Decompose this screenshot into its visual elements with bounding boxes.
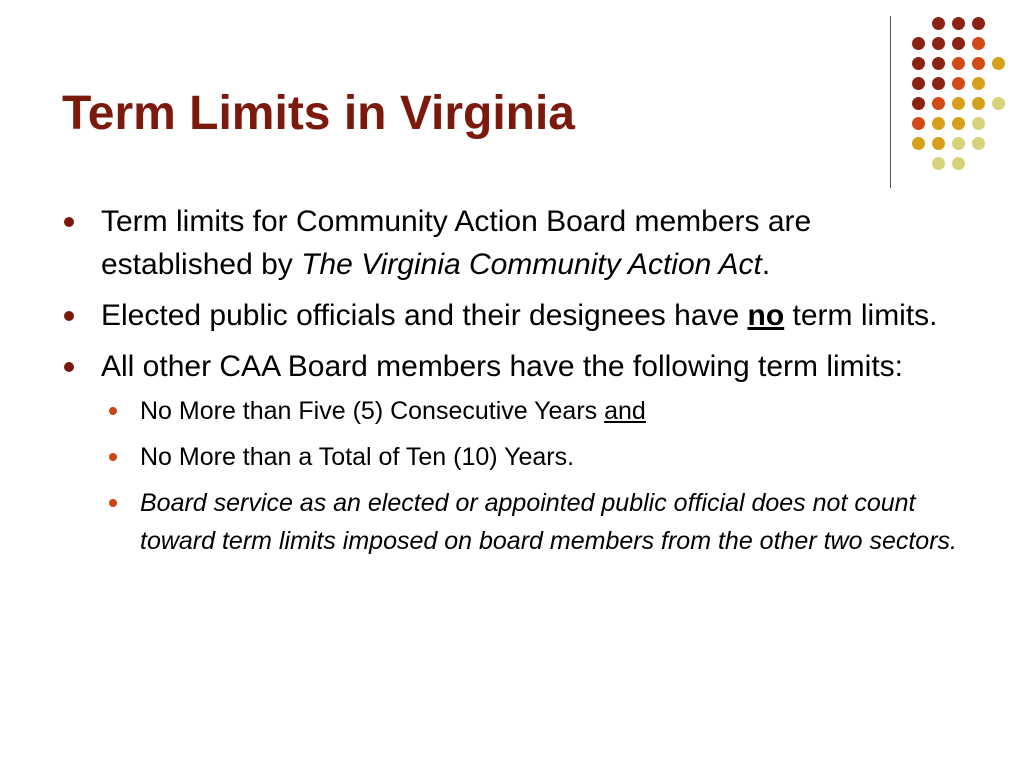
decorative-dot-grid xyxy=(0,0,1024,200)
decorative-dot xyxy=(932,97,945,110)
decorative-dot xyxy=(932,37,945,50)
sub-bullet-text: No More than Five (5) Consecutive Years xyxy=(140,397,605,425)
decorative-dot xyxy=(932,117,945,130)
sub-list-item xyxy=(101,438,968,476)
sub-bullet-icon xyxy=(109,499,117,507)
bullet-text: All other CAA Board members have the following term limits: xyxy=(101,350,903,383)
sub-list-item xyxy=(101,484,968,560)
sub-bullet-text-italic: Board service as an elected or appointed public official does not count toward term limits imposed on board members from the other two sectors. xyxy=(140,489,957,555)
decorative-dot xyxy=(912,57,925,70)
decorative-dot xyxy=(932,157,945,170)
decorative-dot xyxy=(912,37,925,50)
decorative-dot xyxy=(952,37,965,50)
sub-bullet-icon xyxy=(109,407,117,415)
decorative-dot xyxy=(912,137,925,150)
bullet-icon xyxy=(64,311,74,321)
decorative-dot xyxy=(952,57,965,70)
bullet-icon xyxy=(64,362,74,372)
list-item xyxy=(58,200,968,286)
decorative-dot xyxy=(972,77,985,90)
list-item xyxy=(58,294,968,337)
decorative-dot xyxy=(932,77,945,90)
act-name: The Virginia Community Action Act xyxy=(301,248,762,281)
list-item xyxy=(58,345,968,560)
decorative-dot xyxy=(952,157,965,170)
bullet-icon xyxy=(64,217,74,227)
bullet-text: Term limits for Community Action Board members are established by xyxy=(101,205,812,281)
emphasis-no: no xyxy=(747,299,785,332)
decorative-dot xyxy=(912,77,925,90)
bullet-list xyxy=(58,200,968,568)
decorative-dot xyxy=(932,57,945,70)
bullet-text-end: . xyxy=(761,248,771,281)
sub-list-item xyxy=(101,392,968,430)
decorative-dot xyxy=(972,57,985,70)
sub-bullet-text: No More than a Total of Ten (10) Years. xyxy=(140,443,575,471)
decorative-dot xyxy=(972,97,985,110)
decorative-dot xyxy=(952,77,965,90)
decorative-dot xyxy=(912,97,925,110)
underlined-and: and xyxy=(604,397,646,425)
decorative-dot xyxy=(952,97,965,110)
bullet-text: Elected public officials and their designees have xyxy=(101,299,748,332)
decorative-dot xyxy=(972,117,985,130)
decorative-dot xyxy=(992,97,1005,110)
decorative-dot xyxy=(972,137,985,150)
sub-bullet-icon xyxy=(109,453,117,461)
decorative-dot xyxy=(992,57,1005,70)
decorative-dot xyxy=(912,117,925,130)
sub-bullet-list xyxy=(101,392,968,560)
decorative-dot xyxy=(932,137,945,150)
decorative-dot xyxy=(972,37,985,50)
decorative-dot xyxy=(932,17,945,30)
decorative-dot xyxy=(952,117,965,130)
decorative-dot xyxy=(952,137,965,150)
bullet-text-end: term limits. xyxy=(784,299,938,332)
decorative-dot xyxy=(952,17,965,30)
decorative-dot xyxy=(972,17,985,30)
slide-title: Term Limits in Virginia xyxy=(62,87,575,140)
